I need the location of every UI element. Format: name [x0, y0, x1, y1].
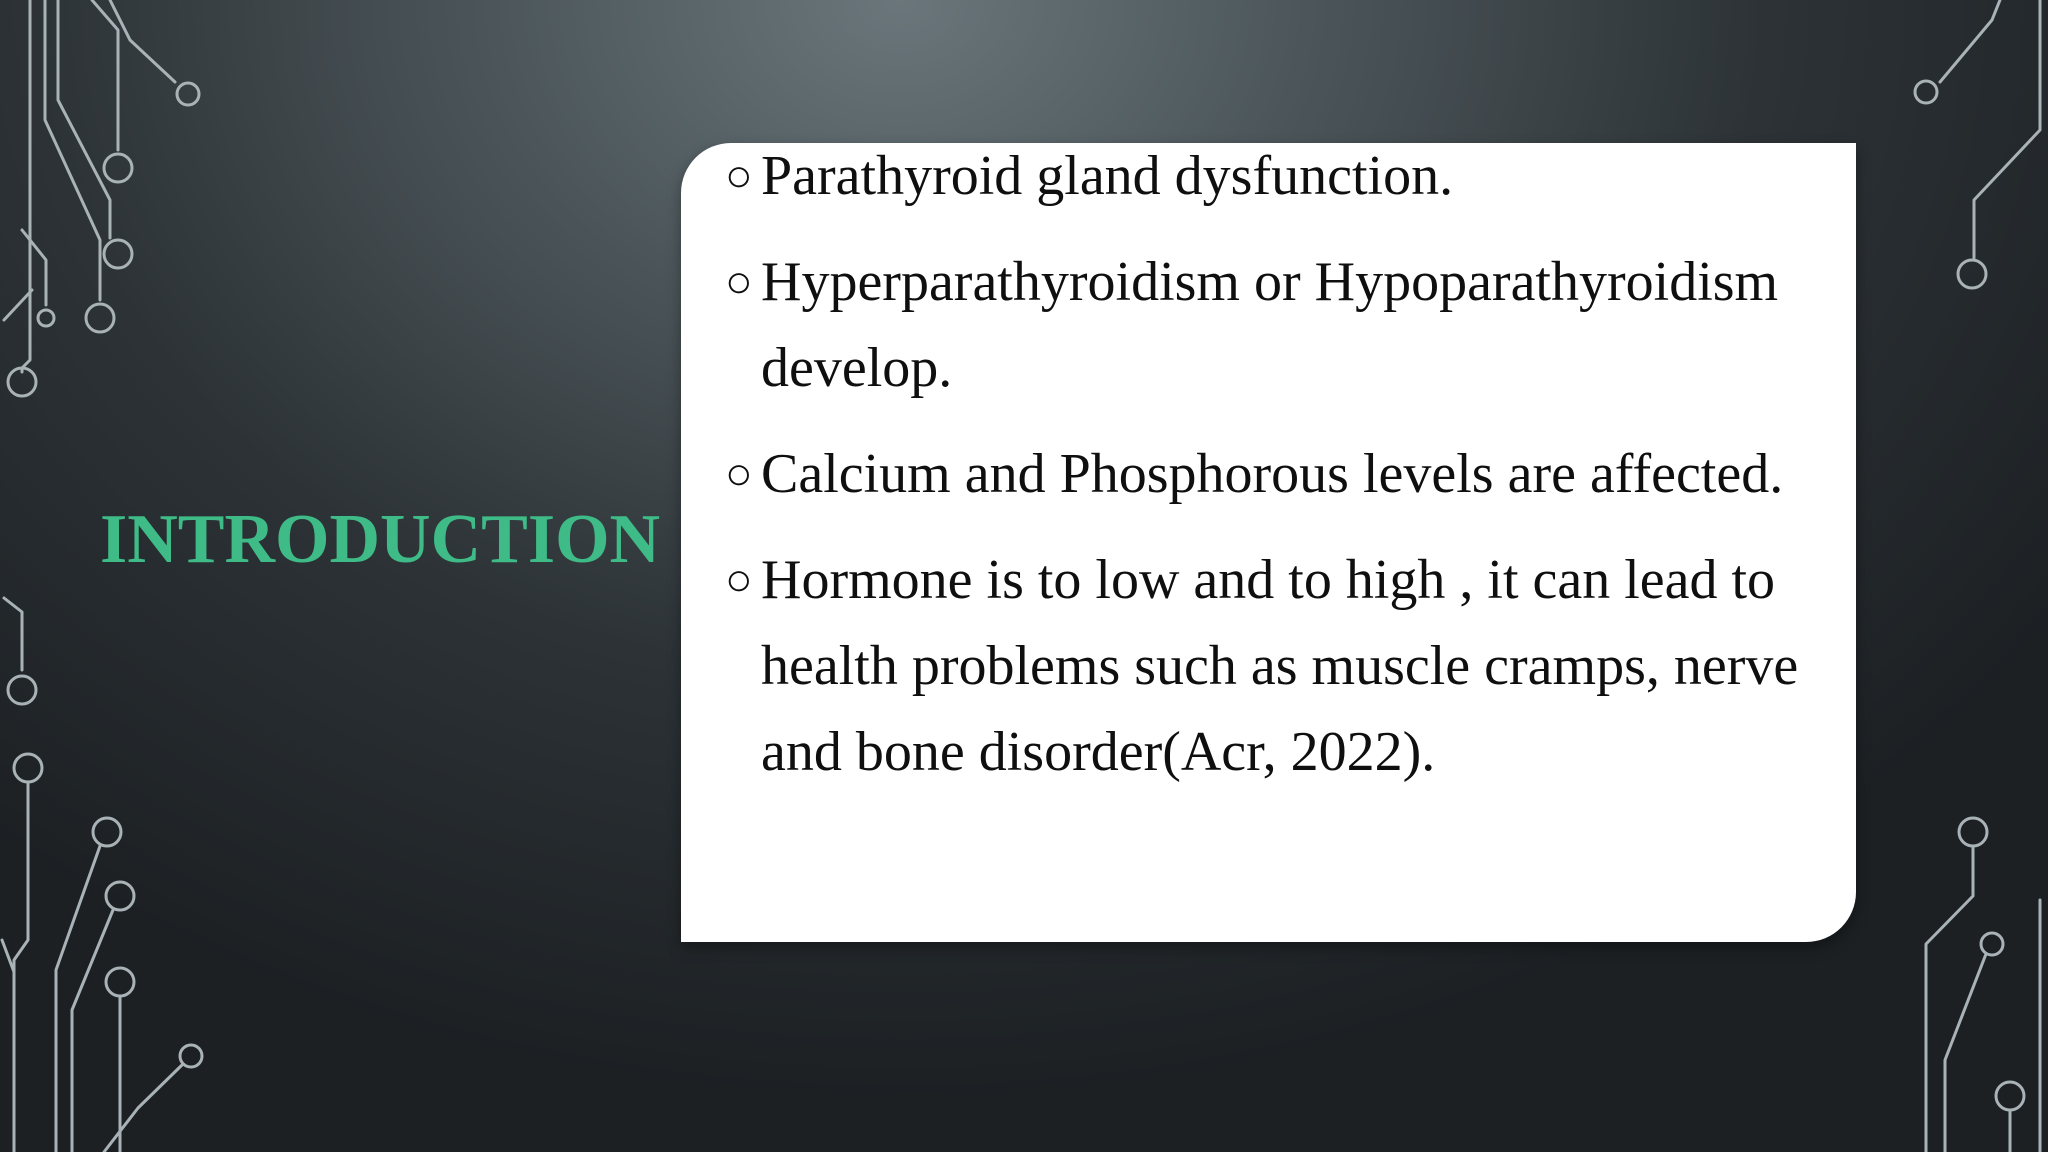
bullet-circle-icon: ○ — [725, 256, 753, 307]
bullet-circle-icon: ○ — [725, 150, 753, 201]
bullet-list — [725, 143, 1835, 815]
bullet-item — [725, 239, 1835, 411]
bullet-circle-icon: ○ — [725, 448, 753, 499]
content-card — [681, 143, 1856, 942]
bullet-item — [725, 431, 1835, 517]
bullet-text: Hormone is to low and to high , it can lead to health problems such as muscle cramps, nerve and bone disorder(Acr, 2022). — [761, 549, 1799, 783]
bullet-item — [725, 537, 1835, 795]
bullet-text: Hyperparathyroidism or Hypoparathyroidism develop. — [761, 251, 1779, 399]
bullet-text: Calcium and Phosphorous levels are affected. — [761, 443, 1784, 505]
bullet-text: Parathyroid gland dysfunction. — [761, 145, 1454, 207]
slide-title: INTRODUCTION — [100, 501, 661, 578]
bullet-circle-icon: ○ — [725, 554, 753, 605]
bullet-item — [725, 143, 1835, 219]
